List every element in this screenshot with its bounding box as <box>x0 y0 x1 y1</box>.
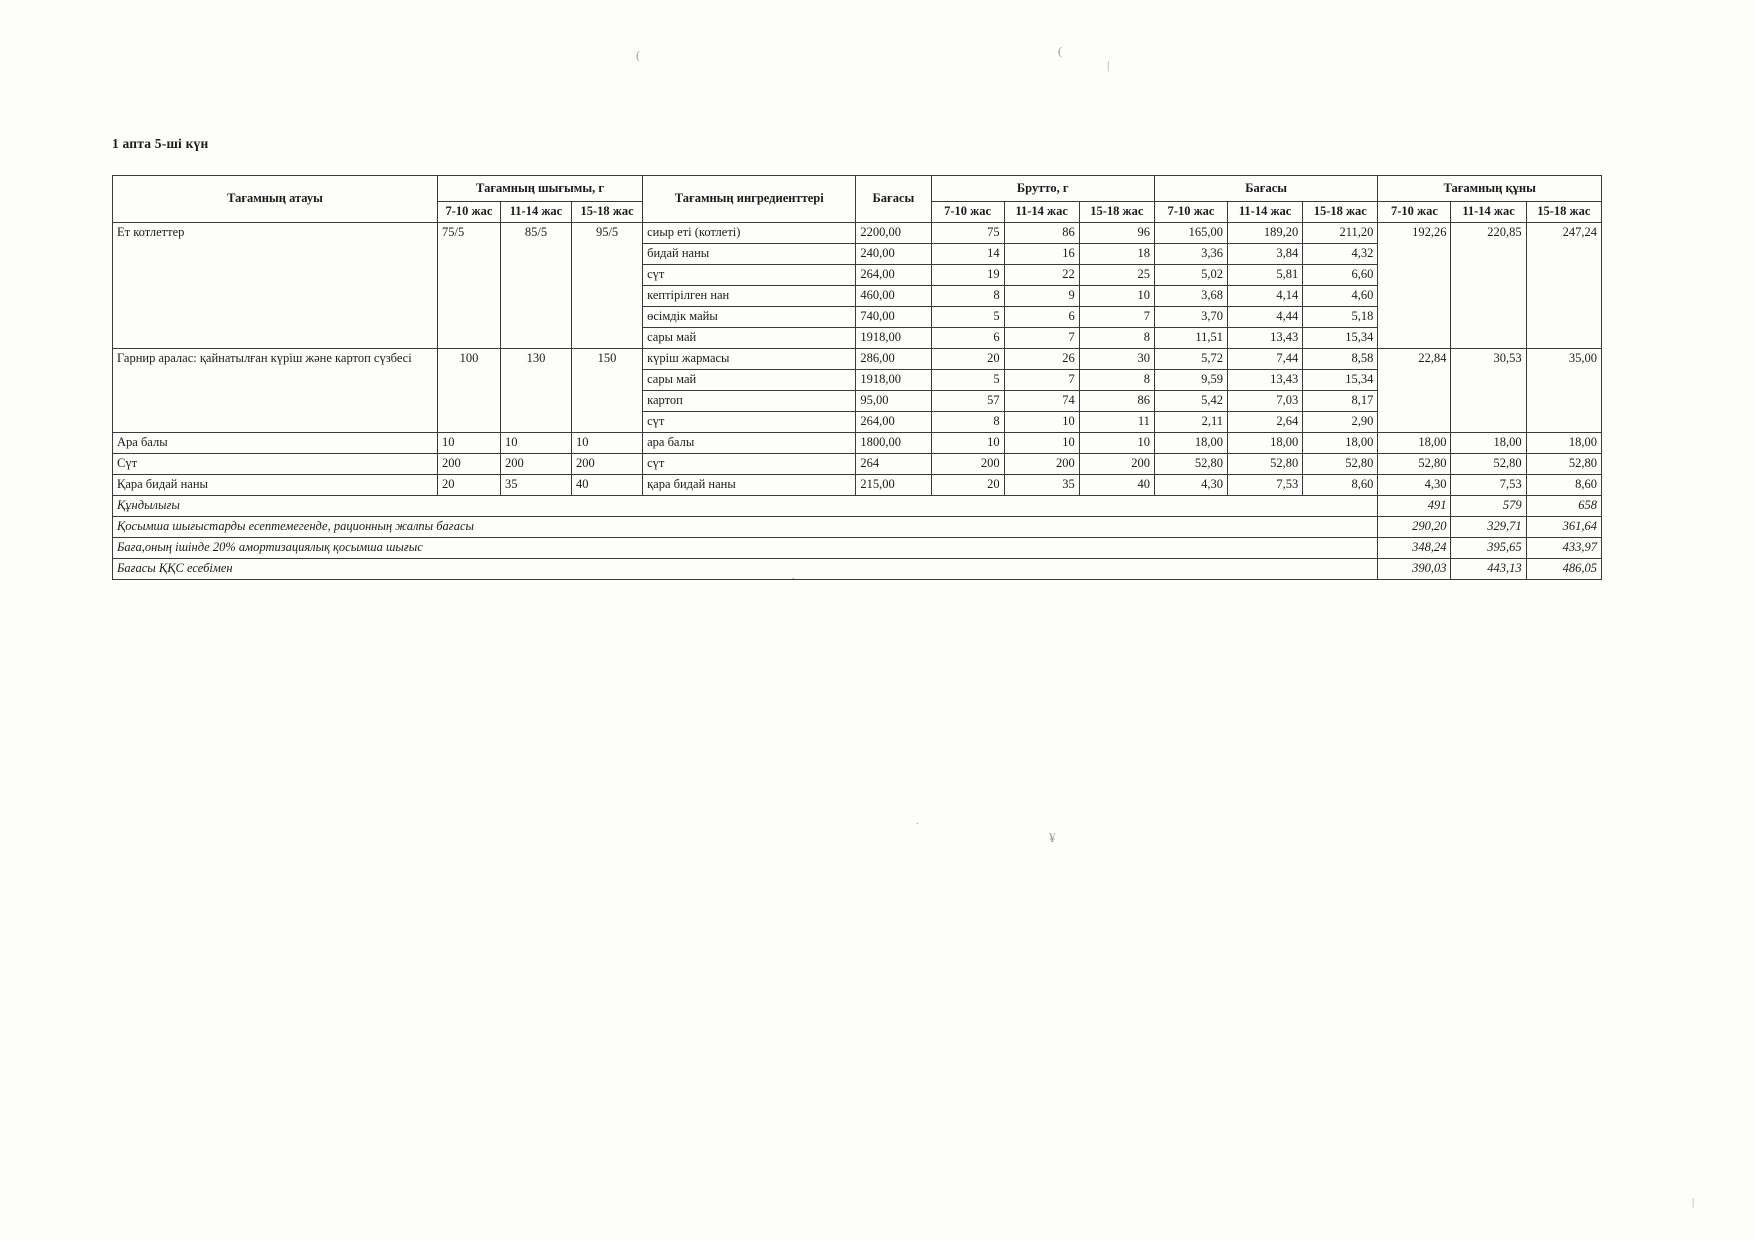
summary-value-11-14: 395,65 <box>1451 537 1526 558</box>
dish-cost-7-10: 18,00 <box>1378 432 1451 453</box>
cost-15-18: 15,34 <box>1303 369 1378 390</box>
brutto-15-18: 8 <box>1079 327 1154 348</box>
brutto-7-10: 57 <box>931 390 1004 411</box>
dish-output-7-10: 20 <box>437 474 500 495</box>
cost-15-18: 52,80 <box>1303 453 1378 474</box>
cost-15-18: 211,20 <box>1303 222 1378 243</box>
table-row <box>113 453 1602 474</box>
cost-15-18: 5,18 <box>1303 306 1378 327</box>
dish-cost-11-14: 30,53 <box>1451 348 1526 432</box>
brutto-11-14: 10 <box>1004 411 1079 432</box>
cost-15-18: 2,90 <box>1303 411 1378 432</box>
cost-11-14: 5,81 <box>1228 264 1303 285</box>
dish-output-15-18: 95/5 <box>572 222 643 348</box>
cost-7-10: 9,59 <box>1154 369 1227 390</box>
brutto-15-18: 10 <box>1079 432 1154 453</box>
cost-11-14: 4,44 <box>1228 306 1303 327</box>
scan-artifact: | <box>1107 58 1110 72</box>
brutto-7-10: 8 <box>931 285 1004 306</box>
dish-cost-7-10: 192,26 <box>1378 222 1451 348</box>
cost-11-14: 4,14 <box>1228 285 1303 306</box>
brutto-15-18: 11 <box>1079 411 1154 432</box>
dish-cost-15-18: 18,00 <box>1526 432 1601 453</box>
summary-row <box>113 537 1602 558</box>
dish-output-15-18: 10 <box>572 432 643 453</box>
brutto-15-18: 200 <box>1079 453 1154 474</box>
brutto-7-10: 200 <box>931 453 1004 474</box>
brutto-15-18: 10 <box>1079 285 1154 306</box>
brutto-11-14: 6 <box>1004 306 1079 327</box>
cost-7-10: 2,11 <box>1154 411 1227 432</box>
ingredient-price: 460,00 <box>856 285 931 306</box>
cost-11-14: 3,84 <box>1228 243 1303 264</box>
cost-7-10: 11,51 <box>1154 327 1227 348</box>
ingredient-name: сүт <box>643 411 856 432</box>
brutto-7-10: 14 <box>931 243 1004 264</box>
brutto-15-18: 7 <box>1079 306 1154 327</box>
summary-value-15-18: 433,97 <box>1526 537 1601 558</box>
summary-value-7-10: 290,20 <box>1378 516 1451 537</box>
summary-value-15-18: 658 <box>1526 495 1601 516</box>
brutto-11-14: 7 <box>1004 327 1079 348</box>
brutto-11-14: 26 <box>1004 348 1079 369</box>
table-row <box>113 474 1602 495</box>
summary-row <box>113 495 1602 516</box>
header-age-7-10: 7-10 жас <box>1154 202 1227 223</box>
summary-label: Қосымша шығыстарды есептемегенде, рационның жалпы бағасы <box>113 516 1378 537</box>
header-dish-cost: Тағамның құны <box>1378 176 1602 202</box>
brutto-15-18: 25 <box>1079 264 1154 285</box>
cost-7-10: 3,36 <box>1154 243 1227 264</box>
brutto-15-18: 86 <box>1079 390 1154 411</box>
cost-7-10: 5,72 <box>1154 348 1227 369</box>
dish-name: Гарнир аралас: қайнатылған күріш және картоп сүзбесі <box>113 348 438 432</box>
cost-11-14: 13,43 <box>1228 327 1303 348</box>
brutto-7-10: 20 <box>931 474 1004 495</box>
dish-name: Қара бидай наны <box>113 474 438 495</box>
brutto-7-10: 6 <box>931 327 1004 348</box>
header-age-11-14: 11-14 жас <box>1228 202 1303 223</box>
scan-artifact: ¥ <box>1049 830 1056 845</box>
dish-output-7-10: 200 <box>437 453 500 474</box>
dish-name: Ара балы <box>113 432 438 453</box>
cost-7-10: 5,42 <box>1154 390 1227 411</box>
ingredient-price: 286,00 <box>856 348 931 369</box>
summary-label: Баға,оның ішінде 20% амортизациялық қосымша шығыс <box>113 537 1378 558</box>
brutto-15-18: 96 <box>1079 222 1154 243</box>
ingredient-name: сиыр еті (котлеті) <box>643 222 856 243</box>
ingredient-price: 264,00 <box>856 264 931 285</box>
dish-cost-15-18: 35,00 <box>1526 348 1601 432</box>
ingredient-price: 2200,00 <box>856 222 931 243</box>
cost-7-10: 165,00 <box>1154 222 1227 243</box>
header-age-11-14: 11-14 жас <box>1004 202 1079 223</box>
dish-cost-11-14: 18,00 <box>1451 432 1526 453</box>
brutto-11-14: 74 <box>1004 390 1079 411</box>
cost-7-10: 3,68 <box>1154 285 1227 306</box>
brutto-15-18: 40 <box>1079 474 1154 495</box>
summary-value-15-18: 361,64 <box>1526 516 1601 537</box>
header-age-7-10: 7-10 жас <box>931 202 1004 223</box>
cost-7-10: 4,30 <box>1154 474 1227 495</box>
ingredient-price: 740,00 <box>856 306 931 327</box>
summary-row <box>113 558 1602 579</box>
brutto-7-10: 20 <box>931 348 1004 369</box>
brutto-15-18: 30 <box>1079 348 1154 369</box>
cost-11-14: 7,53 <box>1228 474 1303 495</box>
dish-output-15-18: 150 <box>572 348 643 432</box>
ingredient-price: 95,00 <box>856 390 931 411</box>
table-row <box>113 348 1602 369</box>
brutto-7-10: 8 <box>931 411 1004 432</box>
ingredient-name: сары май <box>643 369 856 390</box>
ingredient-name: күріш жармасы <box>643 348 856 369</box>
header-brutto: Брутто, г <box>931 176 1154 202</box>
scan-artifact: ( <box>1058 44 1062 58</box>
ingredient-name: қара бидай наны <box>643 474 856 495</box>
dish-cost-11-14: 220,85 <box>1451 222 1526 348</box>
ingredient-name: бидай наны <box>643 243 856 264</box>
cost-11-14: 52,80 <box>1228 453 1303 474</box>
page-title: 1 апта 5-ші күн <box>112 136 209 151</box>
scan-artifact: | <box>1692 1196 1695 1208</box>
cost-11-14: 2,64 <box>1228 411 1303 432</box>
ration-table <box>112 175 1602 580</box>
dish-cost-7-10: 22,84 <box>1378 348 1451 432</box>
cost-7-10: 52,80 <box>1154 453 1227 474</box>
header-age-11-14: 11-14 жас <box>500 202 571 223</box>
table-row <box>113 222 1602 243</box>
cost-15-18: 18,00 <box>1303 432 1378 453</box>
ingredient-name: өсімдік майы <box>643 306 856 327</box>
summary-label: Бағасы ҚҚС есебімен <box>113 558 1378 579</box>
dish-cost-11-14: 52,80 <box>1451 453 1526 474</box>
dish-output-7-10: 100 <box>437 348 500 432</box>
summary-value-7-10: 491 <box>1378 495 1451 516</box>
dish-cost-15-18: 247,24 <box>1526 222 1601 348</box>
brutto-15-18: 18 <box>1079 243 1154 264</box>
brutto-11-14: 200 <box>1004 453 1079 474</box>
cost-15-18: 8,17 <box>1303 390 1378 411</box>
cost-11-14: 7,03 <box>1228 390 1303 411</box>
brutto-11-14: 10 <box>1004 432 1079 453</box>
header-age-15-18: 15-18 жас <box>1079 202 1154 223</box>
header-output: Тағамның шығымы, г <box>437 176 642 202</box>
cost-15-18: 6,60 <box>1303 264 1378 285</box>
dish-output-11-14: 10 <box>500 432 571 453</box>
scan-artifact: ( <box>636 48 640 62</box>
ingredient-name: сүт <box>643 453 856 474</box>
summary-value-7-10: 390,03 <box>1378 558 1451 579</box>
ingredient-price: 1918,00 <box>856 327 931 348</box>
ingredient-price: 215,00 <box>856 474 931 495</box>
cost-15-18: 15,34 <box>1303 327 1378 348</box>
header-price: Бағасы <box>856 176 931 223</box>
brutto-11-14: 22 <box>1004 264 1079 285</box>
ingredient-price: 264,00 <box>856 411 931 432</box>
cost-15-18: 4,32 <box>1303 243 1378 264</box>
dish-output-11-14: 35 <box>500 474 571 495</box>
dish-cost-15-18: 52,80 <box>1526 453 1601 474</box>
summary-label: Құндылығы <box>113 495 1378 516</box>
summary-value-11-14: 579 <box>1451 495 1526 516</box>
summary-row <box>113 516 1602 537</box>
header-age-11-14: 11-14 жас <box>1451 202 1526 223</box>
header-cost: Бағасы <box>1154 176 1377 202</box>
ingredient-price: 1918,00 <box>856 369 931 390</box>
brutto-7-10: 19 <box>931 264 1004 285</box>
summary-value-11-14: 443,13 <box>1451 558 1526 579</box>
scan-artifact: . <box>916 815 919 827</box>
header-age-15-18: 15-18 жас <box>572 202 643 223</box>
ingredient-name: ара балы <box>643 432 856 453</box>
header-age-7-10: 7-10 жас <box>1378 202 1451 223</box>
brutto-7-10: 75 <box>931 222 1004 243</box>
brutto-11-14: 35 <box>1004 474 1079 495</box>
cost-15-18: 8,58 <box>1303 348 1378 369</box>
table-row <box>113 432 1602 453</box>
ingredient-price: 1800,00 <box>856 432 931 453</box>
cost-11-14: 189,20 <box>1228 222 1303 243</box>
dish-output-7-10: 75/5 <box>437 222 500 348</box>
ingredient-name: сары май <box>643 327 856 348</box>
dish-output-15-18: 40 <box>572 474 643 495</box>
dish-name: Ет котлеттер <box>113 222 438 348</box>
header-age-15-18: 15-18 жас <box>1303 202 1378 223</box>
brutto-11-14: 16 <box>1004 243 1079 264</box>
ingredient-name: сүт <box>643 264 856 285</box>
cost-7-10: 18,00 <box>1154 432 1227 453</box>
brutto-15-18: 8 <box>1079 369 1154 390</box>
dish-name: Сүт <box>113 453 438 474</box>
cost-7-10: 5,02 <box>1154 264 1227 285</box>
cost-7-10: 3,70 <box>1154 306 1227 327</box>
cost-15-18: 4,60 <box>1303 285 1378 306</box>
dish-output-11-14: 200 <box>500 453 571 474</box>
summary-value-7-10: 348,24 <box>1378 537 1451 558</box>
cost-11-14: 7,44 <box>1228 348 1303 369</box>
dish-cost-7-10: 52,80 <box>1378 453 1451 474</box>
cost-11-14: 13,43 <box>1228 369 1303 390</box>
dish-output-11-14: 130 <box>500 348 571 432</box>
brutto-11-14: 86 <box>1004 222 1079 243</box>
cost-15-18: 8,60 <box>1303 474 1378 495</box>
header-dish-name: Тағамның атауы <box>113 176 438 223</box>
brutto-7-10: 10 <box>931 432 1004 453</box>
summary-value-15-18: 486,05 <box>1526 558 1601 579</box>
header-age-7-10: 7-10 жас <box>437 202 500 223</box>
dish-cost-7-10: 4,30 <box>1378 474 1451 495</box>
dish-output-11-14: 85/5 <box>500 222 571 348</box>
brutto-11-14: 7 <box>1004 369 1079 390</box>
dish-cost-15-18: 8,60 <box>1526 474 1601 495</box>
header-age-15-18: 15-18 жас <box>1526 202 1601 223</box>
brutto-7-10: 5 <box>931 369 1004 390</box>
ingredient-price: 264 <box>856 453 931 474</box>
dish-output-7-10: 10 <box>437 432 500 453</box>
scan-artifact: . <box>792 570 795 582</box>
brutto-11-14: 9 <box>1004 285 1079 306</box>
dish-output-15-18: 200 <box>572 453 643 474</box>
ingredient-name: кептірілген нан <box>643 285 856 306</box>
header-ingredients: Тағамның ингредиенттері <box>643 176 856 223</box>
summary-value-11-14: 329,71 <box>1451 516 1526 537</box>
ingredient-price: 240,00 <box>856 243 931 264</box>
brutto-7-10: 5 <box>931 306 1004 327</box>
ingredient-name: картоп <box>643 390 856 411</box>
dish-cost-11-14: 7,53 <box>1451 474 1526 495</box>
cost-11-14: 18,00 <box>1228 432 1303 453</box>
